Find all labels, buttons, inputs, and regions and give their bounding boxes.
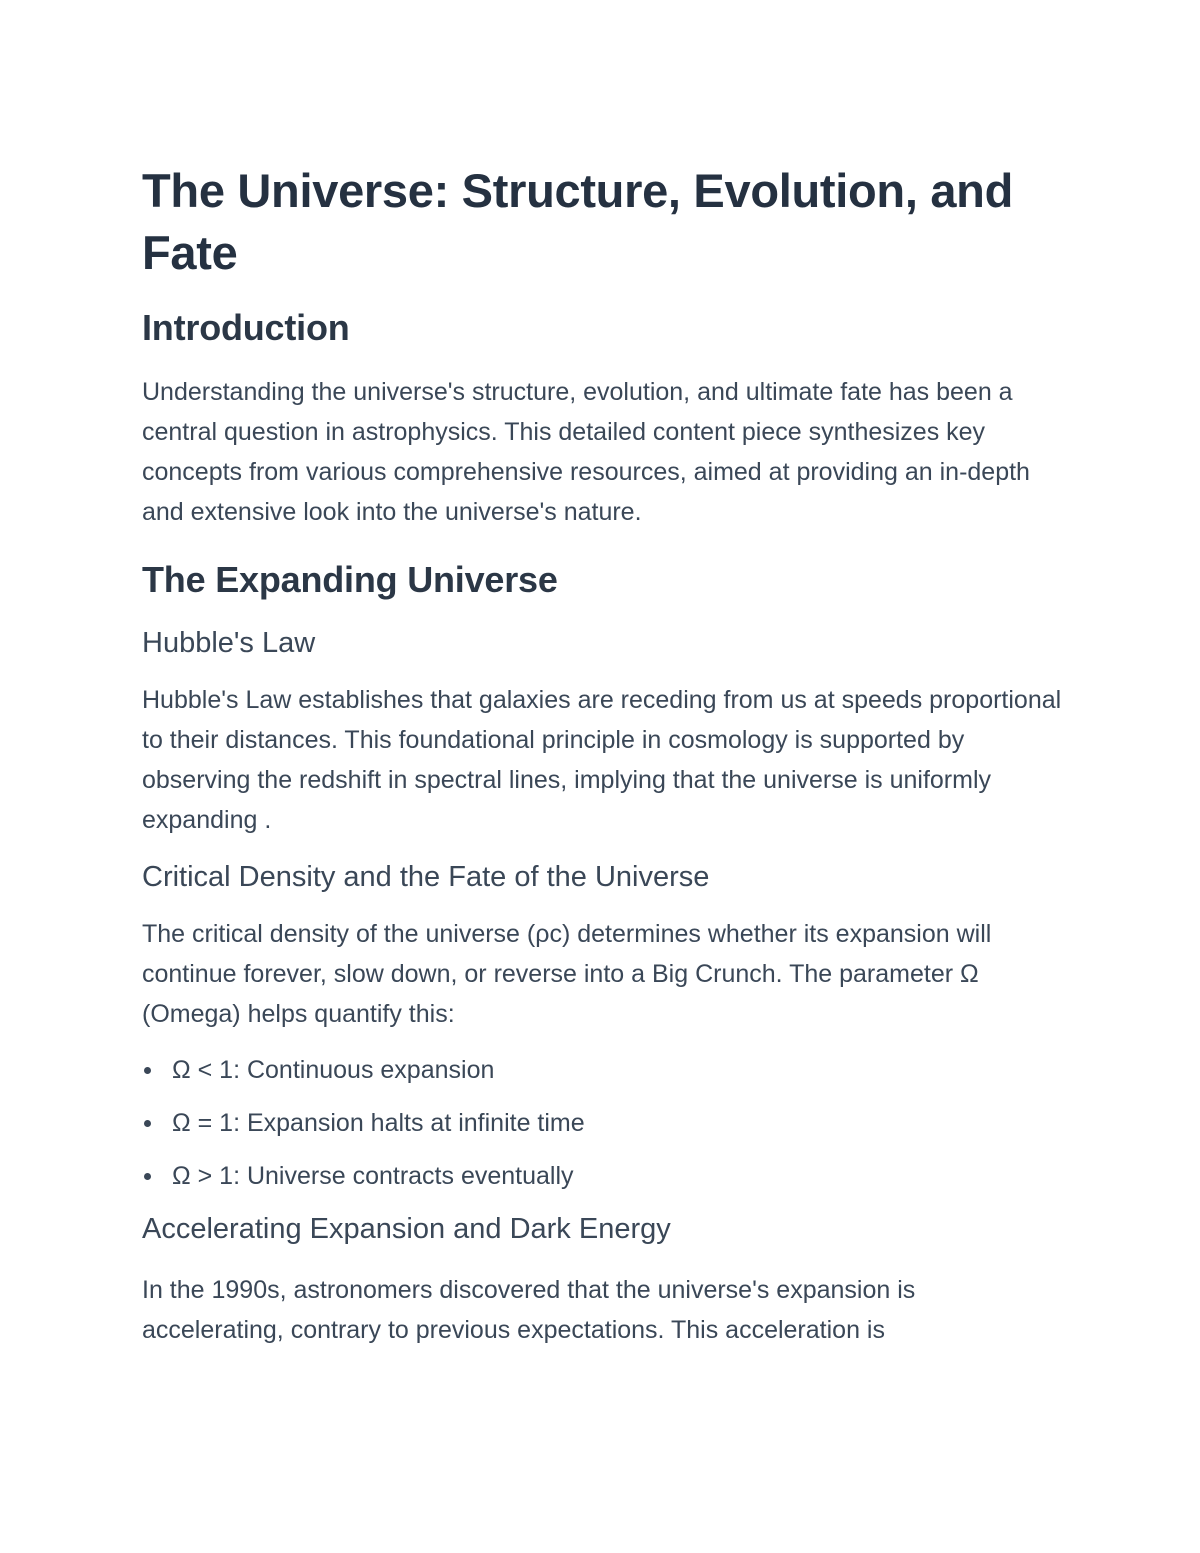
list-item-text: Ω = 1: Expansion halts at infinite time [172,1109,585,1137]
list-item [142,1103,1062,1143]
document-page [142,160,1062,1350]
omega-list [142,1050,1062,1196]
hubbles-law-paragraph: Hubble's Law establishes that galaxies are receding from us at speeds proportional to their distances. This foundational principle in cosmology is supported by observing the redshift in spectral lines, implying that the universe is uniformly expanding . [142,686,1062,834]
bullet-icon [144,1067,151,1074]
critical-density-heading: Critical Density and the Fate of the Universe [142,861,710,893]
list-item-text: Ω > 1: Universe contracts eventually [172,1162,574,1190]
introduction-heading: Introduction [142,307,350,348]
introduction-paragraph: Understanding the universe's structure, evolution, and ultimate fate has been a central question in astrophysics. This detailed content piece synthesizes key concepts from various comprehensive resources, aimed at providing an in-depth and extensive look into the universe's nature. [142,378,1030,526]
document-title: The Universe: Structure, Evolution, and Fate [142,164,1013,279]
accelerating-expansion-paragraph: In the 1990s, astronomers discovered that the universe's expansion is accelerating, contrary to previous expectations. This acceleration is [142,1276,916,1344]
expanding-universe-heading: The Expanding Universe [142,559,558,600]
accelerating-expansion-heading: Accelerating Expansion and Dark Energy [142,1213,671,1245]
hubbles-law-heading: Hubble's Law [142,627,316,659]
list-item-text: Ω < 1: Continuous expansion [172,1056,495,1084]
list-item [142,1050,1062,1090]
bullet-icon [144,1173,151,1180]
list-item [142,1156,1062,1196]
bullet-icon [144,1120,151,1127]
critical-density-paragraph: The critical density of the universe (ρc) determines whether its expansion will continue forever, slow down, or reverse into a Big Crunch. The parameter Ω (Omega) helps quantify this: [142,920,992,1028]
